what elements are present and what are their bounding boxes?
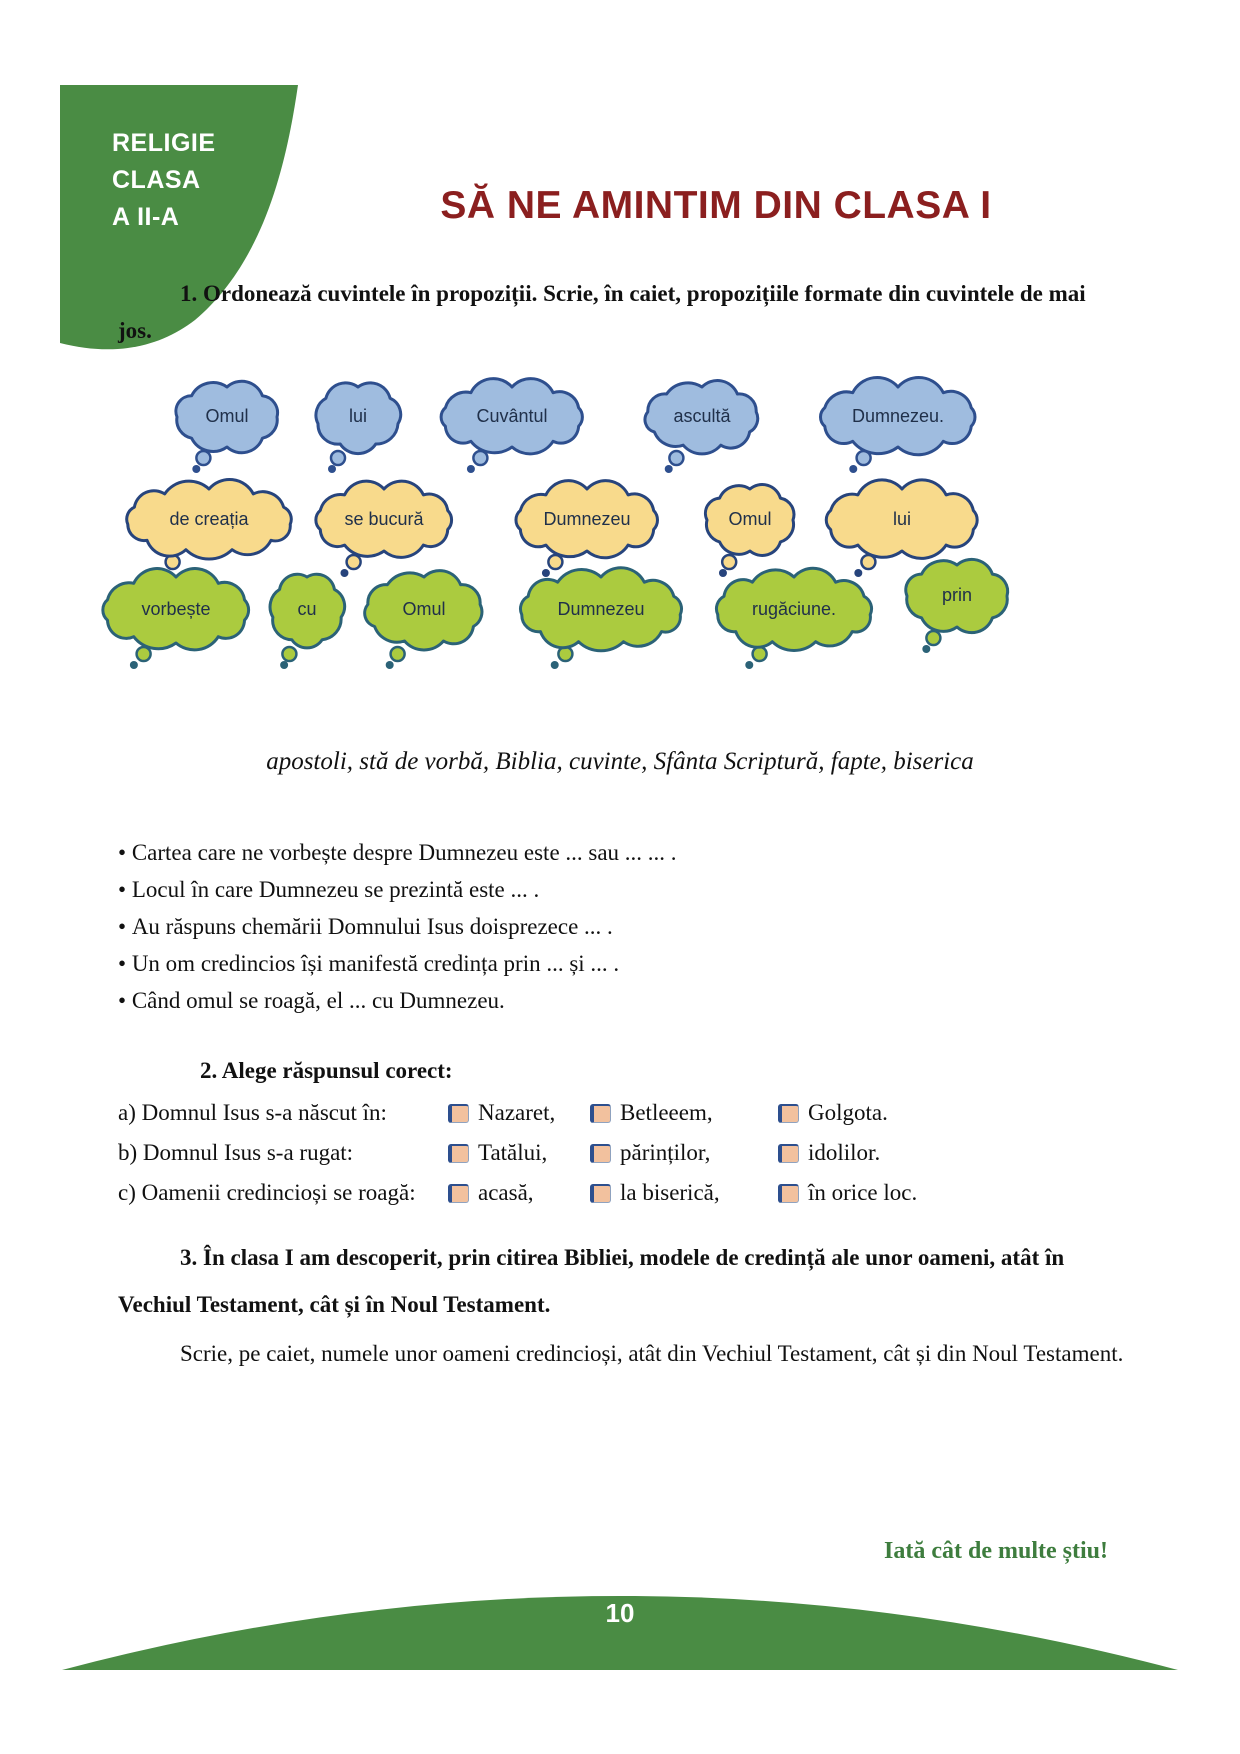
page-number: 10 (605, 1598, 635, 1628)
answer-label: în orice loc. (808, 1180, 918, 1205)
closing-note: Iată cât de multe știu! (884, 1538, 1108, 1564)
fill-in-item: • Locul în care Dumnezeu se prezintă este ... . (118, 871, 677, 908)
word-cloud-green (898, 556, 1016, 662)
answer-label: la biserică, (620, 1180, 720, 1205)
word-cloud-blue (812, 378, 984, 482)
answer-option (778, 1180, 917, 1206)
answer-label: Betleeem, (620, 1100, 713, 1125)
word-cloud-blue (433, 378, 591, 482)
question-text: b) Domnul Isus s-a rugat: (118, 1140, 354, 1165)
cloud-word-label: cu (297, 599, 317, 619)
answer-label: acasă, (478, 1180, 534, 1205)
answer-label: părinților, (620, 1140, 711, 1165)
cloud-word-label: Cuvântul (476, 406, 548, 426)
word-cloud-green (708, 568, 880, 678)
exercise-3-task: Scrie, pe caiet, numele unor oameni credincioși, atât din Vechiul Testament, cât și din Noul Testament. (180, 1341, 1124, 1366)
word-cloud-board (0, 0, 1240, 720)
cloud-word-label: ascultă (673, 406, 731, 426)
answer-checkbox[interactable] (448, 1144, 469, 1163)
answer-label: Tatălui, (478, 1140, 548, 1165)
exercise-3-statement: 3. În clasa I am descoperit, prin citirea Bibliei, modele de credință ale unor oameni, atât în Vechiul Testament, cât și în Noul Testament. (118, 1245, 1065, 1318)
cloud-word-label: prin (941, 585, 972, 605)
exercise-1-instructions: 1. Ordonează cuvintele în propoziții. Scrie, în caiet, propozițiile formate din cuvintele de mai jos. (118, 281, 1086, 343)
word-cloud-blue (638, 378, 766, 482)
badge-line-subject: RELIGIE (112, 129, 216, 157)
cloud-word-label: Omul (728, 509, 772, 529)
answer-checkbox[interactable] (778, 1184, 799, 1203)
answer-checkbox[interactable] (590, 1104, 611, 1123)
answer-checkbox[interactable] (448, 1184, 469, 1203)
exercise-2-row (118, 1176, 1128, 1216)
cloud-word-label: rugăciune. (751, 599, 837, 619)
cloud-word-label: Dumnezeu (557, 599, 645, 619)
answer-checkbox[interactable] (590, 1184, 611, 1203)
answer-checkbox[interactable] (778, 1144, 799, 1163)
cloud-word-label: lui (348, 406, 367, 426)
cloud-word-label: Dumnezeu. (851, 406, 945, 426)
word-cloud-blue (308, 378, 408, 482)
fill-in-item: • Un om credincios își manifestă credința prin ... și ... . (118, 945, 677, 982)
answer-checkbox[interactable] (778, 1104, 799, 1123)
exercise-2-rows (118, 1096, 1128, 1216)
fill-in-item: • Cartea care ne vorbește despre Dumnezeu este ... sau ... ... . (118, 834, 677, 871)
question-text: a) Domnul Isus s-a născut în: (118, 1100, 387, 1125)
exercise-2-heading: 2. Alege răspunsul corect: (200, 1058, 453, 1083)
answer-option (448, 1100, 555, 1126)
question-text: c) Oamenii credincioși se roagă: (118, 1180, 416, 1205)
exercise-2-row (118, 1136, 1128, 1176)
answer-option (448, 1180, 534, 1206)
word-cloud-green (358, 568, 490, 678)
answer-checkbox[interactable] (590, 1144, 611, 1163)
cloud-word-label: Omul (402, 599, 446, 619)
answer-option (448, 1140, 547, 1166)
cloud-word-label: Dumnezeu (543, 509, 631, 529)
answer-label: Nazaret, (478, 1100, 556, 1125)
badge-line-grade2: A II-A (112, 203, 180, 231)
answer-label: Golgota. (808, 1100, 888, 1125)
answer-option (778, 1100, 888, 1126)
answer-checkbox[interactable] (448, 1104, 469, 1123)
answer-option (590, 1140, 710, 1166)
word-cloud-blue (168, 378, 286, 482)
fill-in-list (118, 834, 677, 1019)
cloud-word-label: vorbește (141, 599, 211, 619)
answer-label: idolilor. (808, 1140, 881, 1165)
word-cloud-green (512, 568, 690, 678)
cloud-word-label: se bucură (344, 509, 424, 529)
word-cloud-green (95, 568, 257, 678)
answer-option (778, 1140, 880, 1166)
answer-option (590, 1100, 713, 1126)
word-cloud-green (263, 568, 351, 678)
cloud-word-label: Omul (205, 406, 249, 426)
fill-in-item: • Când omul se roagă, el ... cu Dumnezeu. (118, 982, 677, 1019)
badge-line-grade: CLASA (112, 166, 201, 194)
page-title: SĂ NE AMINTIM DIN CLASA I (440, 184, 992, 227)
cloud-word-label: lui (892, 509, 911, 529)
word-bank: apostoli, stă de vorbă, Biblia, cuvinte, Sfânta Scriptură, fapte, biserica (266, 748, 974, 775)
exercise-2-row (118, 1096, 1128, 1136)
answer-option (590, 1180, 720, 1206)
fill-in-item: • Au răspuns chemării Domnului Isus doisprezece ... . (118, 908, 677, 945)
cloud-word-label: de creația (169, 509, 249, 529)
